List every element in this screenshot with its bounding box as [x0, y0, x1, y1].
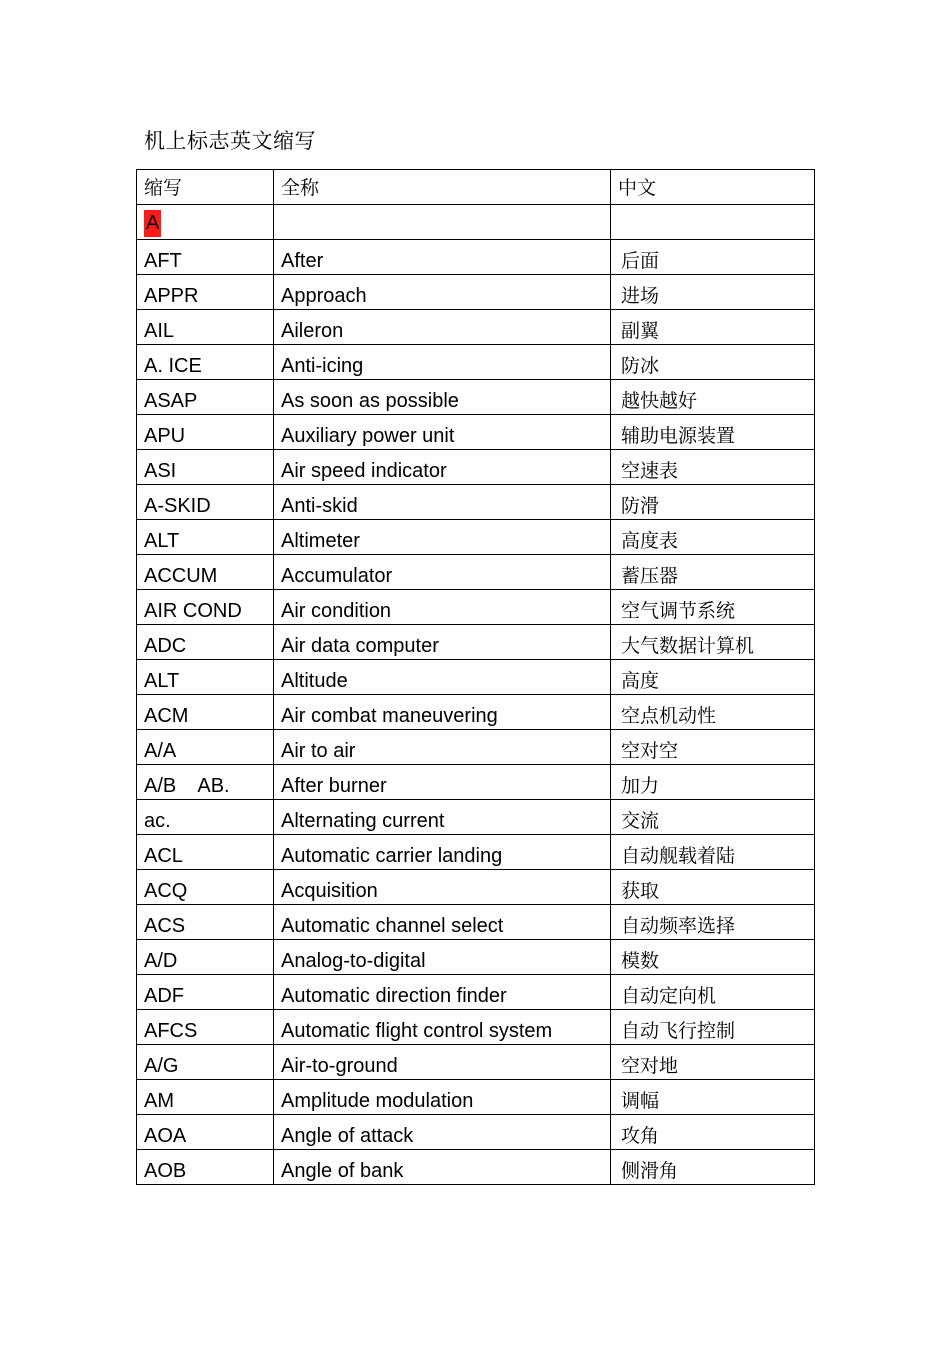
- chinese-cell-text: 自动定向机: [621, 985, 717, 1007]
- abbr-cell-text: AFCS: [144, 1020, 198, 1042]
- chinese-cell-text: 后面: [621, 250, 660, 272]
- table-row: [137, 310, 815, 345]
- full-name-cell-text: Automatic carrier landing: [281, 845, 503, 867]
- chinese-cell: [611, 660, 815, 695]
- full-name-cell: [274, 765, 611, 800]
- abbr-cell-text: ALT: [144, 670, 180, 692]
- full-name-cell-text: As soon as possible: [281, 390, 459, 412]
- chinese-cell: [611, 625, 815, 660]
- full-name-cell: [274, 1150, 611, 1185]
- full-name-cell-text: Air-to-ground: [281, 1055, 398, 1077]
- chinese-cell-text: 加力: [621, 775, 660, 797]
- table-row: [137, 240, 815, 275]
- full-name-cell-text: Air speed indicator: [281, 460, 447, 482]
- full-name-cell-text: Analog-to-digital: [281, 950, 426, 972]
- abbr-cell-text: ACS: [144, 915, 186, 937]
- table-row: [137, 590, 815, 625]
- header-full: [274, 170, 611, 205]
- abbr-cell: [137, 415, 274, 450]
- chinese-cell: [611, 590, 815, 625]
- abbr-cell-text: ADC: [144, 635, 187, 657]
- chinese-cell-text: 辅助电源装置: [621, 425, 736, 447]
- abbr-cell: [137, 660, 274, 695]
- header-full-label: 全称: [281, 176, 320, 199]
- chinese-cell-text: 自动频率选择: [621, 915, 736, 937]
- full-name-cell: [274, 275, 611, 310]
- chinese-cell-text: 空对地: [621, 1055, 679, 1077]
- full-name-cell-text: Automatic flight control system: [281, 1020, 553, 1042]
- full-name-cell-text: Automatic direction finder: [281, 985, 507, 1007]
- abbr-cell-text: A/G: [144, 1055, 179, 1077]
- abbr-cell-text: A/A: [144, 740, 177, 762]
- chinese-cell-text: 攻角: [621, 1125, 660, 1147]
- full-name-cell: [274, 380, 611, 415]
- abbr-cell-text: ALT: [144, 530, 180, 552]
- chinese-cell-text: 调幅: [621, 1090, 660, 1112]
- table-row: [137, 625, 815, 660]
- full-name-cell-text: Anti-icing: [281, 355, 364, 377]
- full-name-cell-text: After: [281, 250, 324, 272]
- section-cell: [137, 205, 274, 240]
- chinese-cell: [611, 1115, 815, 1150]
- abbr-cell-text: A/D: [144, 950, 178, 972]
- abbr-cell: [137, 520, 274, 555]
- abbr-cell: [137, 555, 274, 590]
- abbr-cell-text: AFT: [144, 250, 182, 272]
- abbr-cell-text: A-SKID: [144, 495, 211, 517]
- table-row: [137, 1150, 815, 1185]
- abbr-cell-text: ACQ: [144, 880, 188, 902]
- full-name-cell-text: Altimeter: [281, 530, 360, 552]
- full-name-cell: [274, 730, 611, 765]
- full-name-cell: [274, 345, 611, 380]
- abbr-cell-text: AOB: [144, 1160, 187, 1182]
- header-abbr: [137, 170, 274, 205]
- abbr-cell-text: ACCUM: [144, 565, 218, 587]
- full-name-cell: [274, 905, 611, 940]
- full-name-cell: [274, 485, 611, 520]
- abbr-cell: [137, 905, 274, 940]
- full-name-cell-text: Anti-skid: [281, 495, 358, 517]
- table-row: [137, 940, 815, 975]
- abbr-cell: [137, 1080, 274, 1115]
- full-name-cell: [274, 555, 611, 590]
- abbr-cell: [137, 275, 274, 310]
- header-chinese: [611, 170, 815, 205]
- chinese-cell: [611, 730, 815, 765]
- abbr-cell: [137, 835, 274, 870]
- full-name-cell-text: Approach: [281, 285, 367, 307]
- full-name-cell: [274, 240, 611, 275]
- table-row: [137, 450, 815, 485]
- chinese-cell-text: 空对空: [621, 740, 679, 762]
- table-row: [137, 1115, 815, 1150]
- chinese-cell: [611, 905, 815, 940]
- abbr-cell-text: AOA: [144, 1125, 187, 1147]
- abbr-cell-text: ac.: [144, 810, 171, 832]
- chinese-cell-text: 自动飞行控制: [621, 1020, 736, 1042]
- chinese-cell-text: 自动舰载着陆: [621, 845, 736, 867]
- full-name-cell: [274, 590, 611, 625]
- table-row: [137, 1080, 815, 1115]
- full-name-cell-text: Aileron: [281, 320, 344, 342]
- abbr-cell: [137, 800, 274, 835]
- chinese-cell-text: 空速表: [621, 460, 679, 482]
- full-name-cell-text: Automatic channel select: [281, 915, 504, 937]
- chinese-cell: [611, 835, 815, 870]
- table-row: [137, 695, 815, 730]
- chinese-cell: [611, 1045, 815, 1080]
- full-name-cell: [274, 940, 611, 975]
- abbr-cell-text: ACL: [144, 845, 183, 867]
- full-name-cell: [274, 625, 611, 660]
- full-name-cell-text: Angle of attack: [281, 1125, 414, 1147]
- full-name-cell-text: Accumulator: [281, 565, 393, 587]
- abbr-cell: [137, 940, 274, 975]
- abbr-cell: [137, 1150, 274, 1185]
- abbr-cell: [137, 240, 274, 275]
- table-row: [137, 905, 815, 940]
- section-letter: A: [144, 210, 161, 237]
- abbr-cell-text: APPR: [144, 285, 199, 307]
- abbr-cell: [137, 695, 274, 730]
- abbr-cell: [137, 1045, 274, 1080]
- chinese-cell: [611, 1150, 815, 1185]
- full-name-cell: [274, 660, 611, 695]
- full-name-cell: [274, 310, 611, 345]
- chinese-cell: [611, 450, 815, 485]
- abbr-cell: [137, 625, 274, 660]
- full-name-cell-text: Auxiliary power unit: [281, 425, 455, 447]
- full-name-cell: [274, 835, 611, 870]
- chinese-cell-text: 防冰: [621, 355, 660, 377]
- chinese-cell: [611, 345, 815, 380]
- page-title: 机上标志英文缩写: [144, 129, 316, 153]
- chinese-cell-text: 越快越好: [621, 390, 698, 412]
- full-name-cell-text: Amplitude modulation: [281, 1090, 474, 1112]
- chinese-cell: [611, 765, 815, 800]
- chinese-cell: [611, 310, 815, 345]
- chinese-cell: [611, 940, 815, 975]
- table-row: [137, 520, 815, 555]
- chinese-cell: [611, 520, 815, 555]
- chinese-cell-text: 高度: [621, 670, 660, 692]
- table-row: [137, 835, 815, 870]
- table-row: [137, 345, 815, 380]
- table-row: [137, 660, 815, 695]
- abbr-cell: [137, 730, 274, 765]
- table-row: [137, 1045, 815, 1080]
- table-row: [137, 1010, 815, 1045]
- full-name-cell: [274, 520, 611, 555]
- abbr-cell: [137, 345, 274, 380]
- chinese-cell-text: 空点机动性: [621, 705, 717, 727]
- abbr-cell: [137, 870, 274, 905]
- chinese-cell: [611, 380, 815, 415]
- chinese-cell: [611, 415, 815, 450]
- abbr-cell: [137, 1010, 274, 1045]
- abbr-cell: [137, 590, 274, 625]
- chinese-cell-text: 进场: [621, 285, 660, 307]
- full-name-cell-text: Altitude: [281, 670, 348, 692]
- abbr-cell: [137, 1115, 274, 1150]
- chinese-cell-text: 模数: [621, 950, 660, 972]
- section-empty-cell: [611, 205, 815, 240]
- chinese-cell: [611, 1010, 815, 1045]
- abbr-cell-text: A/B AB.: [144, 775, 230, 797]
- chinese-cell: [611, 800, 815, 835]
- abbr-cell-text: AIR COND: [144, 600, 242, 622]
- full-name-cell: [274, 1045, 611, 1080]
- full-name-cell-text: Air combat maneuvering: [281, 705, 498, 727]
- abbr-cell: [137, 450, 274, 485]
- abbr-cell-text: ASAP: [144, 390, 198, 412]
- section-row: [137, 205, 815, 240]
- full-name-cell: [274, 975, 611, 1010]
- table-row: [137, 730, 815, 765]
- chinese-cell: [611, 695, 815, 730]
- abbr-cell: [137, 310, 274, 345]
- chinese-cell-text: 副翼: [621, 320, 660, 342]
- abbr-cell-text: AM: [144, 1090, 174, 1112]
- table-header-row: [137, 170, 815, 205]
- full-name-cell-text: Air condition: [281, 600, 392, 622]
- chinese-cell-text: 大气数据计算机: [621, 635, 755, 657]
- chinese-cell: [611, 275, 815, 310]
- section-empty-cell: [274, 205, 611, 240]
- chinese-cell: [611, 870, 815, 905]
- chinese-cell-text: 防滑: [621, 495, 660, 517]
- chinese-cell-text: 蓄压器: [621, 565, 679, 587]
- abbr-cell-text: ADF: [144, 985, 184, 1007]
- table-row: [137, 275, 815, 310]
- full-name-cell-text: Acquisition: [281, 880, 378, 902]
- full-name-cell: [274, 1080, 611, 1115]
- chinese-cell-text: 空气调节系统: [621, 600, 736, 622]
- full-name-cell-text: Air to air: [281, 740, 356, 762]
- table-row: [137, 415, 815, 450]
- chinese-cell-text: 高度表: [621, 530, 679, 552]
- chinese-cell-text: 侧滑角: [621, 1160, 679, 1182]
- full-name-cell-text: Air data computer: [281, 635, 439, 657]
- table-row: [137, 765, 815, 800]
- full-name-cell: [274, 695, 611, 730]
- full-name-cell-text: After burner: [281, 775, 387, 797]
- abbr-cell: [137, 765, 274, 800]
- abbr-cell: [137, 975, 274, 1010]
- abbreviation-table: [136, 169, 815, 1185]
- header-chinese-label: 中文: [618, 176, 657, 199]
- chinese-cell-text: 交流: [621, 810, 660, 832]
- abbr-cell-text: ASI: [144, 460, 177, 482]
- abbr-cell: [137, 485, 274, 520]
- chinese-cell: [611, 485, 815, 520]
- chinese-cell-text: 获取: [621, 880, 660, 902]
- table-row: [137, 485, 815, 520]
- full-name-cell: [274, 450, 611, 485]
- table-row: [137, 975, 815, 1010]
- full-name-cell: [274, 1115, 611, 1150]
- abbr-cell-text: APU: [144, 425, 186, 447]
- full-name-cell: [274, 1010, 611, 1045]
- abbr-cell: [137, 380, 274, 415]
- full-name-cell: [274, 415, 611, 450]
- abbr-cell-text: ACM: [144, 705, 189, 727]
- chinese-cell: [611, 975, 815, 1010]
- abbr-cell-text: A. ICE: [144, 355, 202, 377]
- table-row: [137, 555, 815, 590]
- full-name-cell: [274, 870, 611, 905]
- table-row: [137, 380, 815, 415]
- table-row: [137, 870, 815, 905]
- full-name-cell-text: Alternating current: [281, 810, 445, 832]
- full-name-cell: [274, 800, 611, 835]
- full-name-cell-text: Angle of bank: [281, 1160, 404, 1182]
- header-abbr-label: 缩写: [144, 176, 183, 199]
- chinese-cell: [611, 555, 815, 590]
- chinese-cell: [611, 240, 815, 275]
- abbr-cell-text: AIL: [144, 320, 175, 342]
- chinese-cell: [611, 1080, 815, 1115]
- table-row: [137, 800, 815, 835]
